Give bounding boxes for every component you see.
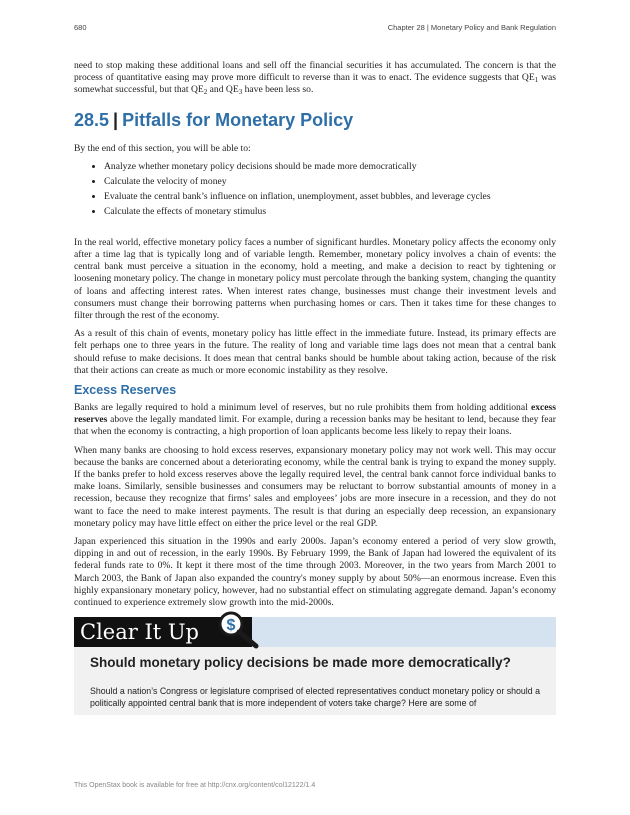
body-paragraph: In the real world, effective monetary policy faces a number of significant hurdles. Monetary policy affects the economy only after a time lag that is typically long and of variable length. Remember, monetary policy involves a chain of events: the central bank must perceive a situation in the economy, hold a meeting, and make a decision to react by tightening or loosening monetary policy. The change in monetary policy must percolate through the banking system, changing the quantity of loans and affecting interest rates. When interest rates change, businesses must change their investment levels and consumers must change their borrowing patterns when purchasing homes or cars. Then it takes time for these changes to filter through the rest of the economy. bbox=[74, 236, 556, 322]
objectives-list bbox=[74, 161, 556, 218]
clear-it-up-box bbox=[74, 617, 556, 715]
clear-it-up-label: Clear It Up bbox=[80, 620, 199, 645]
objectives-intro: By the end of this section, you will be able to: bbox=[74, 142, 251, 154]
section-number: 28.5 bbox=[74, 109, 110, 130]
feature-question: Should monetary policy decisions be made more democratically? bbox=[90, 655, 511, 671]
dollar-glyph: $ bbox=[226, 617, 236, 635]
objective-item: • Calculate the velocity of money bbox=[104, 176, 556, 188]
objective-item: • Analyze whether monetary policy decisions should be made more democratically bbox=[104, 161, 556, 173]
body-paragraph: Japan experienced this situation in the 1990s and early 2000s. Japan’s economy entered a period of very slow growth, dipping in and out of recession, in the early 1990s. By February 1999, the Bank of Japan had lowered the equivalent of its federal funds rate to 0%. It kept it there most of the time through 2003. Moreover, in the two years from March 2001 to March 2003, the Bank of Japan also expanded the country's money supply by about 50%—an enormous increase. Even this highly expansionary monetary policy, however, had no substantial effect on stimulating aggregate demand. Japan’s economy continued to experience extremely slow growth into the mid-2000s. bbox=[74, 536, 556, 609]
body-paragraph: Banks are legally required to hold a minimum level of reserves, but no rule prohibits them from holding additional excess reserves above the legally mandated limit. For example, during a recession banks may be hesitant to lend, because they fear that when the economy is contracting, a high proportion of loan applicants become less likely to repay their loans. bbox=[74, 402, 556, 438]
body-paragraph: As a result of this chain of events, monetary policy has little effect in the immediate future. Instead, its primary effects are felt perhaps one to three years in the future. The reality of long and variable time lags does not mean that a central bank should refuse to make decisions. It does mean that central banks should be humble about taking action, because of the risk that their actions can create as much or more economic instability as they resolve. bbox=[74, 328, 556, 376]
key-term: excess reserves bbox=[74, 402, 556, 426]
chapter-title: Chapter 28 | Monetary Policy and Bank Regulation bbox=[387, 23, 556, 32]
magnifier-dollar-icon bbox=[214, 607, 260, 649]
subsection-heading: Excess Reserves bbox=[74, 383, 177, 398]
objective-item: • Evaluate the central bank’s influence on inflation, unemployment, asset bubbles, and leverage cycles bbox=[104, 191, 556, 203]
feature-body: Should a nation’s Congress or legislature comprised of elected representatives conduct monetary policy or should a politically appointed central bank that is more independent of voters take charge? Here are some of bbox=[90, 686, 540, 709]
clear-it-up-header bbox=[74, 617, 556, 647]
body-paragraph: When many banks are choosing to hold excess reserves, expansionary monetary policy may not work well. This may occur because the banks are concerned about a deteriorating economy, while the central bank is trying to expand the money supply. If the banks prefer to hold excess reserves above the legally required level, the central bank cannot force individual banks to make loans. Similarly, sensible businesses and consumers may be reluctant to borrow substantial amounts of money in a recession, because they recognize that firms’ sales and employees’ jobs are more insecure in a recession, and they do not want to face the need to make interest payments. The result is that during an especially deep recession, an expansionary monetary policy may have little effect on either the price level or the real GDP. bbox=[74, 444, 556, 529]
main-content bbox=[74, 60, 556, 721]
objective-item: • Calculate the effects of monetary stimulus bbox=[104, 206, 556, 218]
page-number: 680 bbox=[74, 23, 87, 32]
page-footer: This OpenStax book is available for free at http://cnx.org/content/col12122/1.4 bbox=[74, 782, 316, 789]
section-heading bbox=[74, 109, 556, 131]
intro-paragraph: need to stop making these additional loans and sell off the financial securities it has accumulated. The concern is that the process of quantitative easing may prove more difficult to reverse than it was to enact. The evidence suggests that $QE_1$ was somewhat successful, but that $QE_2$ and $QE_3$ have been less so. bbox=[74, 60, 556, 97]
section-title: Pitfalls for Monetary Policy bbox=[122, 109, 354, 130]
section-separator: | bbox=[113, 109, 119, 130]
